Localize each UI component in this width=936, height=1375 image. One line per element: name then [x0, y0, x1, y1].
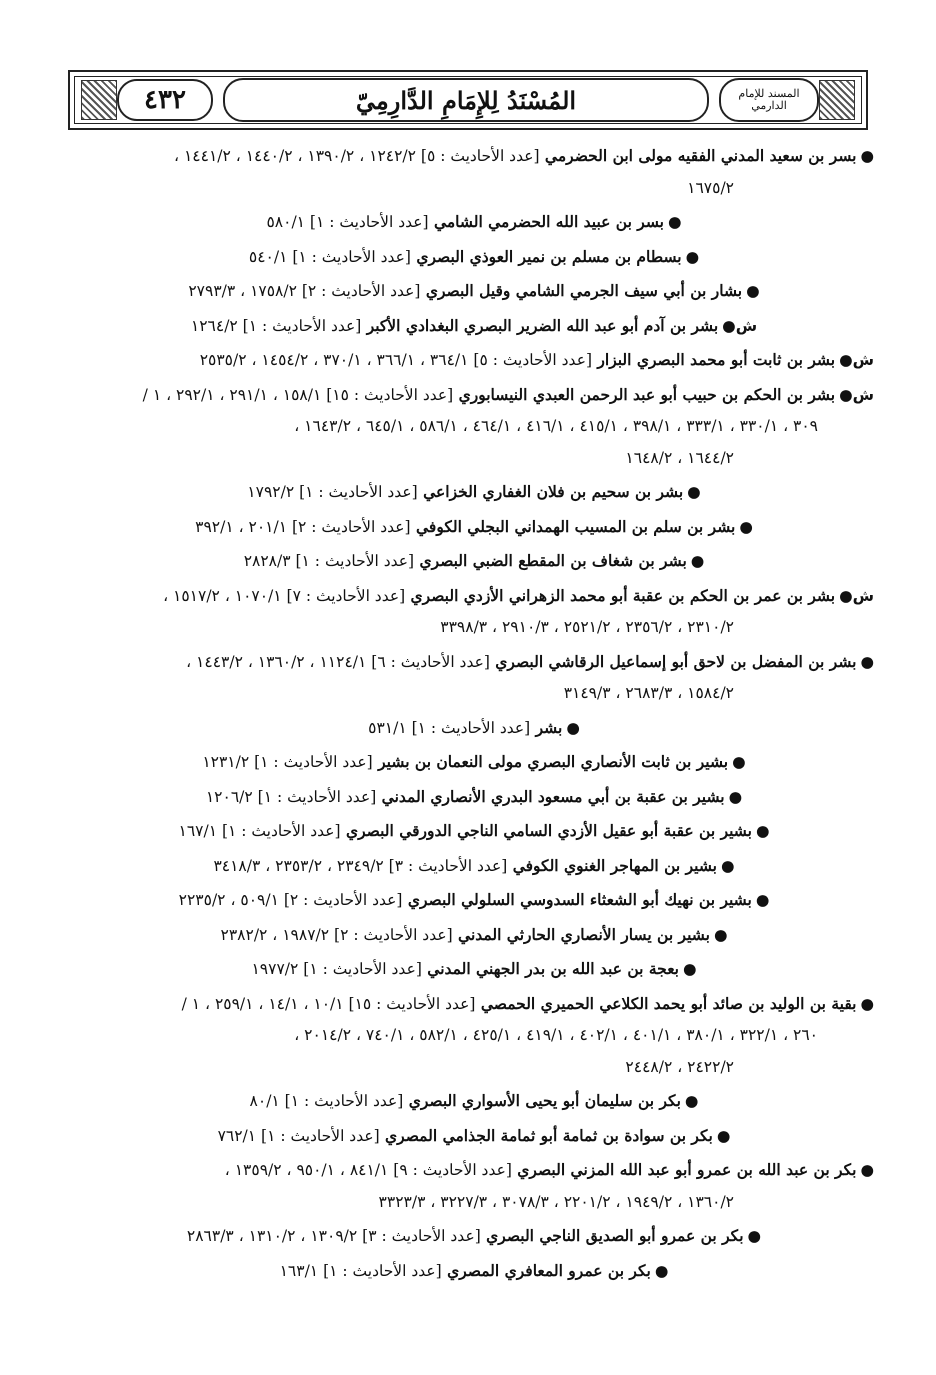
entry-marker: ●: [747, 1227, 762, 1245]
narrator-name: بشير بن عقبة بن أبي مسعود البدري الأنصاري المدني: [376, 786, 725, 806]
hadith-count-refs: [عدد الأحاديث : ١] ٢٨٢٨/٣: [243, 552, 415, 570]
entry-line: [74, 241, 874, 274]
entry-marker: ●: [732, 753, 746, 771]
entry-marker: ●: [687, 483, 701, 501]
index-entry: [74, 1154, 874, 1218]
entry-marker: ش●: [839, 586, 874, 605]
index-entry: [74, 1255, 874, 1288]
narrator-name: بشر بن آدم أبو عبد الله الضرير البصري البغدادي الأكبر: [361, 315, 719, 335]
narrator-name: بشير بن يسار الأنصاري الحارثي المدني: [452, 924, 710, 944]
narrator-name: بكر بن عمرو أبو الصديق الناجي البصري: [480, 1226, 744, 1245]
page-header: [68, 70, 868, 130]
hadith-count-refs: [عدد الأحاديث : ١] ١٩٧٧/٢: [251, 960, 422, 978]
hadith-count-refs: [عدد الأحاديث : ٥] ١٢٤٢/٢ ، ١٣٩٠/٢ ، ١٤٤٠/٢ ، ١٤٤١/٢ ،: [174, 147, 540, 165]
index-entry: [74, 646, 874, 710]
narrator-name: بسطام بن مسلم بن نمير العوذي البصري: [410, 246, 682, 266]
entry-line: [74, 545, 874, 578]
hadith-count-refs: [عدد الأحاديث : ٣] ١٣٠٩/٢ ، ١٣١٠/٢ ، ٢٨٦٣/٣: [186, 1227, 481, 1245]
index-entry: [74, 545, 874, 578]
hadith-count-refs: [عدد الأحاديث : ١] ٥٣١/١: [368, 718, 531, 737]
entry-line: [74, 953, 874, 986]
index-entry: [74, 241, 874, 274]
book-logo: المسند للإمام الدارمي: [719, 78, 819, 122]
hadith-count-refs: [عدد الأحاديث : ١] ٨٠/١: [249, 1092, 404, 1110]
index-entry: [74, 953, 874, 986]
index-entry: [74, 919, 874, 952]
narrator-name: بشر بن سحيم بن فلان الغفاري الخزاعي: [417, 482, 684, 501]
entry-continuation: ١٣٦٠/٢ ، ١٩٤٩/٢ ، ٢٢٠١/٢ ، ٣٠٧٨/٣ ، ٣٢٢٧/٣ ، ٣٣٢٣/٣: [378, 1192, 734, 1211]
entry-marker: ●: [728, 787, 743, 806]
narrator-name: بسر بن سعيد المدني الفقيه مولى ابن الحضرمي: [539, 146, 857, 165]
hadith-count-refs: [عدد الأحاديث : ١] ١٦٣/١: [279, 1261, 442, 1280]
narrator-name: بشر بن المفضل بن لاحق أبو إسماعيل الرقاشي البصري: [489, 651, 857, 671]
entry-continuation: ٢٦٠ ، ٣٢٢/١ ، ٣٨٠/١ ، ٤٠١/١ ، ٤٠٢/١ ، ٤١٩/١ ، ٤٢٥/١ ، ٥٨٢/١ ، ٧٤٠/١ ، ٢٠١٤/٢ ،: [294, 1026, 818, 1044]
entry-continuation: ١٥٨٤/٢ ، ٢٦٨٣/٣ ، ٣١٤٩/٣: [563, 684, 734, 702]
entry-continuation: ٢٤٢٢/٢ ، ٢٤٤٨/٢: [625, 1057, 734, 1076]
entry-line: [74, 140, 874, 173]
hadith-count-refs: [عدد الأحاديث : ٢] ١٩٨٧/٢ ، ٢٣٨٢/٢: [220, 925, 453, 944]
index-entry: [74, 206, 874, 239]
entry-marker: ●: [690, 552, 705, 570]
entry-marker: ●: [860, 147, 874, 165]
index-entry: [74, 344, 874, 377]
hadith-count-refs: [عدد الأحاديث : ١] ٥٨٠/١: [266, 213, 429, 231]
entry-marker: ش●: [839, 385, 874, 404]
hadith-count-refs: [عدد الأحاديث : ١٥] ١٥٨/١ ، ٢٩١/١ ، ٢٩٢/١ ، ١ /: [142, 385, 454, 404]
narrator-name: بشير بن عقبة أبو عقيل الأزدي السامي الناجي الدورقي البصري: [340, 821, 752, 840]
narrator-name: بكر بن عبد الله بن عمرو أبو عبد الله المزني البصري: [511, 1160, 857, 1179]
hadith-count-refs: [عدد الأحاديث : ١] ١٧٩٢/٢: [247, 483, 418, 501]
entry-continuation: ١٦٤٤/٢ ، ١٦٤٨/٢: [625, 448, 734, 467]
entry-continuation: ٣٠٩ ، ٣٣٠/١ ، ٣٣٣/١ ، ٣٩٨/١ ، ٤١٥/١ ، ٤١٦/١ ، ٤٦٤/١ ، ٥٨٦/١ ، ٦٤٥/١ ، ١٦٤٣/٢ ،: [294, 417, 818, 435]
entry-marker: ●: [755, 822, 770, 840]
entry-marker: ●: [860, 994, 874, 1013]
entry-marker: ●: [746, 282, 760, 300]
index-entry: [74, 746, 874, 779]
narrator-name: بقية بن الوليد بن صائد أبو يحمد الكلاعي الحميري الحمصي: [475, 993, 857, 1013]
entry-line: [74, 815, 874, 848]
narrator-name: بكر بن سليمان أبو يحيى الأسواري البصري: [403, 1091, 681, 1110]
entry-line: [74, 1154, 874, 1187]
entry-line: [74, 206, 874, 239]
entry-continuation: ٢٣١٠/٢ ، ٢٣٥٦/٢ ، ٢٥٢١/٢ ، ٢٩١٠/٣ ، ٣٣٩٨/٣: [440, 618, 734, 636]
entry-marker: ●: [860, 652, 874, 671]
index-entry: [74, 1085, 874, 1118]
index-entry: [74, 815, 874, 848]
entry-marker: ●: [684, 1092, 699, 1110]
narrator-name: بشر: [530, 717, 563, 737]
narrator-name: بشر بن الحكم بن حبيب أبو عبد الرحمن العبدي النيسابوري: [453, 384, 836, 404]
index-entry: [74, 476, 874, 509]
entry-line: [74, 1255, 874, 1288]
hadith-count-refs: [عدد الأحاديث : ٦] ١١٢٤/١ ، ١٣٦٠/٢ ، ١٤٤٣/٢ ،: [186, 652, 490, 671]
hadith-count-refs: [عدد الأحاديث : ١] ١٢٠٦/٢: [205, 787, 377, 806]
entry-line: [74, 310, 874, 343]
entry-line: [74, 712, 874, 745]
entry-line: [74, 511, 874, 544]
index-entry: [74, 275, 874, 308]
hadith-count-refs: [عدد الأحاديث : ١] ١٢٦٤/٢: [190, 316, 362, 335]
index-entry: [74, 781, 874, 814]
entry-line: [74, 746, 874, 779]
entry-marker: ش●: [722, 316, 758, 335]
hadith-count-refs: [عدد الأحاديث : ١] ٧٦٢/١: [217, 1126, 380, 1145]
hadith-count-refs: [عدد الأحاديث : ٣] ٢٣٤٩/٢ ، ٢٣٥٣/٢ ، ٣٤١٨/٣: [213, 856, 508, 875]
entry-marker: ●: [685, 247, 700, 266]
header-frame: [74, 76, 862, 124]
narrator-index-list: [74, 140, 874, 1370]
hadith-count-refs: [عدد الأحاديث : ١] ١٢٣١/٢: [202, 753, 373, 771]
entry-line: [74, 1220, 874, 1253]
narrator-name: بشير بن نهيك أبو الشعثاء السدوسي السلولي البصري: [402, 890, 752, 909]
index-entry: [74, 140, 874, 204]
index-entry: [74, 310, 874, 343]
index-entry: [74, 1220, 874, 1253]
entry-continuation: ١٦٧٥/٢: [687, 178, 734, 197]
entry-marker: ●: [566, 718, 580, 737]
entry-line: [74, 379, 874, 412]
index-entry: [74, 511, 874, 544]
entry-line: [74, 344, 874, 377]
hadith-count-refs: [عدد الأحاديث : ١٥] ١٠/١ ، ١٤/١ ، ٢٥٩/١ ، ١ /: [181, 994, 476, 1013]
entry-line: [74, 275, 874, 308]
entry-marker: ●: [654, 1261, 669, 1280]
entry-line: [74, 781, 874, 814]
entry-line: [74, 476, 874, 509]
ornament-right-icon: [819, 80, 855, 120]
entry-marker: ●: [682, 960, 697, 978]
ornament-left-icon: [81, 80, 117, 120]
hadith-count-refs: [عدد الأحاديث : ١] ٥٤٠/١: [248, 247, 411, 266]
entry-marker: ●: [755, 891, 770, 909]
hadith-count-refs: [عدد الأحاديث : ٥] ٣٦٤/١ ، ٣٦٦/١ ، ٣٧٠/١ ، ١٤٥٤/٢ ، ٢٥٣٥/٢: [199, 351, 592, 369]
index-entry: [74, 712, 874, 745]
entry-marker: ●: [860, 1161, 874, 1179]
entry-line: [74, 580, 874, 613]
narrator-name: بكر بن عمرو المعافري المصري: [441, 1260, 651, 1280]
entry-line: [74, 646, 874, 679]
entry-marker: ●: [716, 1126, 731, 1145]
entry-line: [74, 1085, 874, 1118]
narrator-name: بعجة بن عبد الله بن بدر الجهني المدني: [421, 959, 679, 978]
hadith-count-refs: [عدد الأحاديث : ١] ١٦٧/١: [178, 822, 341, 840]
narrator-name: بكر بن سوادة بن ثمامة أبو ثمامة الجذامي المصري: [379, 1125, 713, 1145]
entry-line: [74, 850, 874, 883]
hadith-count-refs: [عدد الأحاديث : ٩] ٨٤١/١ ، ٩٥٠/١ ، ١٣٥٩/٢ ،: [224, 1161, 512, 1179]
index-entry: [74, 884, 874, 917]
narrator-name: بشار بن أبي سيف الجرمي الشامي وقيل البصري: [420, 281, 743, 300]
narrator-name: بشر بن ثابت أبو محمد البصري البزار: [592, 350, 836, 369]
hadith-count-refs: [عدد الأحاديث : ٢] ١٧٥٨/٢ ، ٢٧٩٣/٣: [188, 282, 421, 300]
hadith-count-refs: [عدد الأحاديث : ٢] ٢٠١/١ ، ٣٩٢/١: [195, 517, 411, 536]
entry-line: [74, 919, 874, 952]
entry-line: [74, 884, 874, 917]
narrator-name: بسر بن عبيد الله الحضرمي الشامي: [428, 212, 664, 231]
entry-marker: ●: [739, 517, 753, 536]
index-entry: [74, 850, 874, 883]
entry-marker: ●: [668, 213, 682, 231]
index-entry: [74, 1120, 874, 1153]
page-number: ٤٣٢: [117, 79, 213, 121]
entry-line: [74, 1120, 874, 1153]
hadith-count-refs: [عدد الأحاديث : ٢] ٥٠٩/١ ، ٢٢٣٥/٢: [178, 891, 403, 909]
index-entry: [74, 580, 874, 644]
entry-marker: ●: [721, 856, 735, 875]
narrator-name: بشر بن عمر بن الحكم بن عقبة أبو محمد الزهراني الأزدي البصري: [405, 585, 836, 605]
book-title: المُسْنَدُ لِلإِمَامِ الدَّارِمِيّ: [223, 78, 709, 122]
index-entry: [74, 988, 874, 1084]
entry-line: [74, 988, 874, 1021]
narrator-name: بشر بن سلم بن المسيب الهمداني البجلي الكوفي: [410, 516, 736, 536]
hadith-count-refs: [عدد الأحاديث : ٧] ١٠٧٠/١ ، ١٥١٧/٢ ،: [163, 586, 406, 605]
entry-marker: ش●: [839, 351, 874, 369]
narrator-name: بشير بن المهاجر الغنوي الكوفي: [507, 855, 718, 875]
entry-marker: ●: [713, 925, 728, 944]
narrator-name: بشر بن شغاف بن المقطع الضبي البصري: [414, 551, 687, 570]
narrator-name: بشير بن ثابت الأنصاري البصري مولى النعمان بن بشير: [372, 752, 729, 771]
index-entry: [74, 379, 874, 475]
